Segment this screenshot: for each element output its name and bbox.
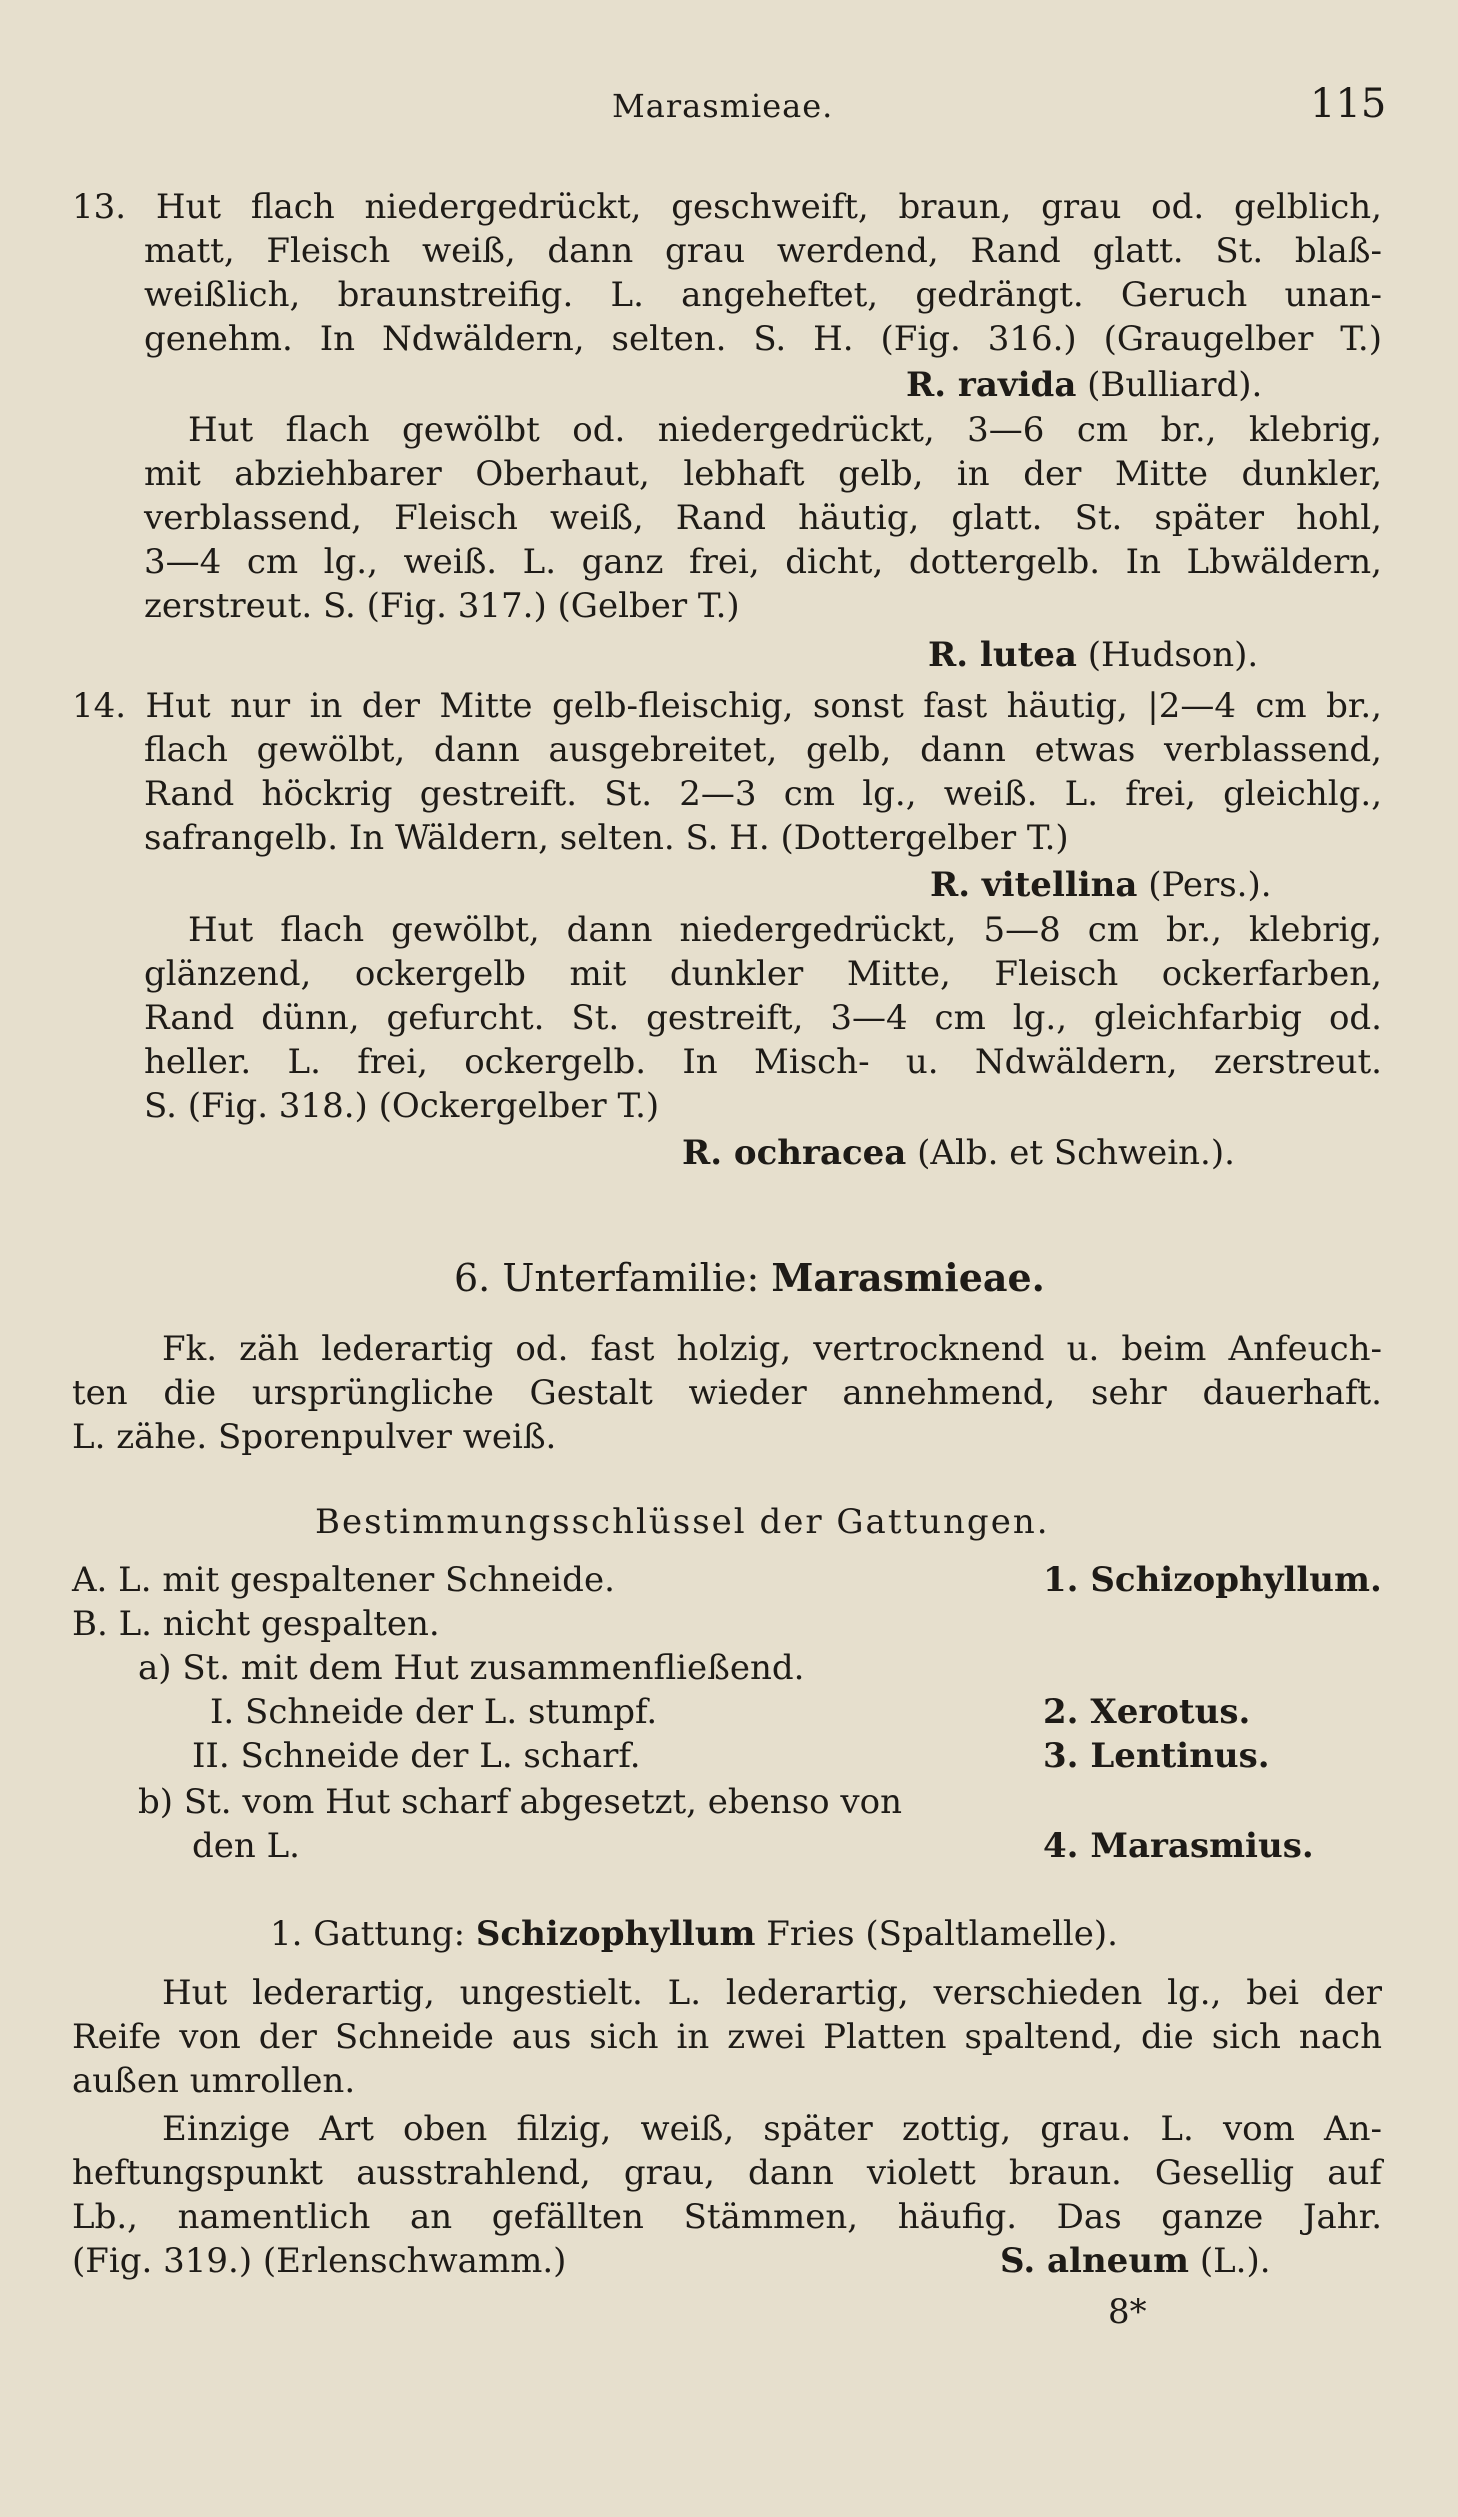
genus-heading-suffix: Fries (Spaltlamelle). [755,1914,1118,1954]
genus-heading-name: Schizophyllum [475,1914,756,1954]
genus-p2-line-1: Einzige Art oben filzig, weiß, später zottig, grau. L. vom An- [162,2109,1382,2149]
genus-p1-line-3: außen umrollen. [72,2061,356,2101]
key-b-b-result: 4. Marasmius. [1043,1826,1314,1866]
page-number: 115 [1310,81,1387,127]
key-b-a-1-result: 2. Xerotus. [1043,1692,1251,1732]
key-b-a-2: II. Schneide der L. scharf. [192,1736,641,1776]
genus-p2-line-2: heftungspunkt ausstrahlend, grau, dann violett braun. Gesellig auf [72,2153,1382,2193]
key-a: A. L. mit gespaltener Schneide. [72,1560,615,1600]
species-name: R. vitellina [930,865,1138,905]
entry-14-desc2-line-2: glänzend, ockergelb mit dunkler Mitte, Fleisch ockerfarben, [144,954,1382,994]
genus-p2-line-3: Lb., namentlich an gefällten Stämmen, häufig. Das ganze Jahr. [72,2197,1382,2237]
subfamily-heading-name: Marasmieae. [771,1255,1045,1300]
entry-13-desc2-line-1: Hut flach gewölbt od. niedergedrückt, 3—6 cm br., klebrig, [188,410,1382,450]
species-lutea [928,633,1258,677]
subfamily-desc-line-1: Fk. zäh lederartig od. fast holzig, vertrocknend u. beim Anfeuch- [162,1329,1382,1369]
genus-heading-prefix: 1. Gattung: [270,1914,476,1954]
subfamily-desc-line-2: ten die ursprüngliche Gestalt wieder annehmend, sehr dauerhaft. [72,1373,1382,1413]
entry-14-line-4: safrangelb. In Wäldern, selten. S. H. (Dottergelber T.) [144,818,1069,858]
entry-13-line-1: 13. Hut flach niedergedrückt, geschweift, braun, grau od. gelblich, [72,187,1382,227]
species-vitellina [930,863,1272,907]
species-author: (Bulliard). [1076,365,1263,405]
running-title: Marasmieae. [612,87,834,125]
key-title: Bestimmungsschlüssel der Gattungen. [315,1502,1050,1542]
entry-13-line-3: weißlich, braunstreifig. L. angeheftet, gedrängt. Geruch unan- [144,275,1382,315]
species-author: (Pers.). [1137,865,1272,905]
genus-heading [270,1912,1118,1956]
key-b-b-line-2: den L. [192,1826,300,1866]
species-name: R. lutea [928,635,1077,675]
genus-p2-line-4: (Fig. 319.) (Erlenschwamm.) [72,2241,567,2281]
species-name: S. alneum [1000,2241,1190,2281]
subfamily-heading-prefix: 6. Unterfamilie: [454,1256,772,1300]
genus-p1-line-1: Hut lederartig, ungestielt. L. lederartig, verschieden lg., bei der [162,1973,1382,2013]
entry-13-line-2: matt, Fleisch weiß, dann grau werdend, Rand glatt. St. blaß- [144,231,1382,271]
entry-13-desc2-line-3: verblassend, Fleisch weiß, Rand häutig, glatt. St. später hohl, [144,498,1382,538]
key-b-a-2-result: 3. Lentinus. [1043,1736,1270,1776]
species-name: R. ravida [906,365,1077,405]
entry-13-desc2-line-2: mit abziehbarer Oberhaut, lebhaft gelb, in der Mitte dunkler, [144,454,1382,494]
species-author: (L.). [1189,2241,1271,2281]
entry-14-line-1: 14. Hut nur in der Mitte gelb-fleischig, sonst fast häutig, |2—4 cm br., [72,686,1382,726]
key-b-a: a) St. mit dem Hut zusammenfließend. [138,1648,805,1688]
entry-13-desc2-line-4: 3—4 cm lg., weiß. L. ganz frei, dicht, dottergelb. In Lbwäldern, [144,542,1382,582]
species-name: R. ochracea [682,1133,907,1173]
entry-13-desc2-line-5: zerstreut. S. (Fig. 317.) (Gelber T.) [144,586,740,626]
species-author: (Hudson). [1076,635,1259,675]
entry-14-desc2-line-5: S. (Fig. 318.) (Ockergelber T.) [144,1086,660,1126]
entry-14-line-3: Rand höckrig gestreift. St. 2—3 cm lg., weiß. L. frei, gleichlg., [144,774,1382,814]
entry-14-line-2: flach gewölbt, dann ausgebreitet, gelb, dann etwas verblassend, [144,730,1382,770]
entry-14-desc2-line-1: Hut flach gewölbt, dann niedergedrückt, 5—8 cm br., klebrig, [188,910,1382,950]
subfamily-heading [454,1256,1045,1300]
key-b-b-line-1: b) St. vom Hut scharf abgesetzt, ebenso von [138,1782,903,1822]
species-ochracea [682,1131,1235,1175]
key-b-a-1: I. Schneide der L. stumpf. [210,1692,658,1732]
key-b: B. L. nicht gespalten. [72,1604,440,1644]
species-author: (Alb. et Schwein.). [906,1133,1235,1173]
entry-14-desc2-line-3: Rand dünn, gefurcht. St. gestreift, 3—4 cm lg., gleichfarbig od. [144,998,1382,1038]
key-a-result: 1. Schizophyllum. [1043,1560,1382,1600]
species-alneum [1000,2239,1271,2283]
signature-mark: 8* [1108,2292,1147,2332]
species-ravida [906,363,1262,407]
entry-13-line-4: genehm. In Ndwäldern, selten. S. H. (Fig. 316.) (Graugelber T.) [144,319,1382,359]
genus-p1-line-2: Reife von der Schneide aus sich in zwei Platten spaltend, die sich nach [72,2017,1382,2057]
entry-14-desc2-line-4: heller. L. frei, ockergelb. In Misch- u. Ndwäldern, zerstreut. [144,1042,1382,1082]
subfamily-desc-line-3: L. zähe. Sporenpulver weiß. [72,1417,557,1457]
